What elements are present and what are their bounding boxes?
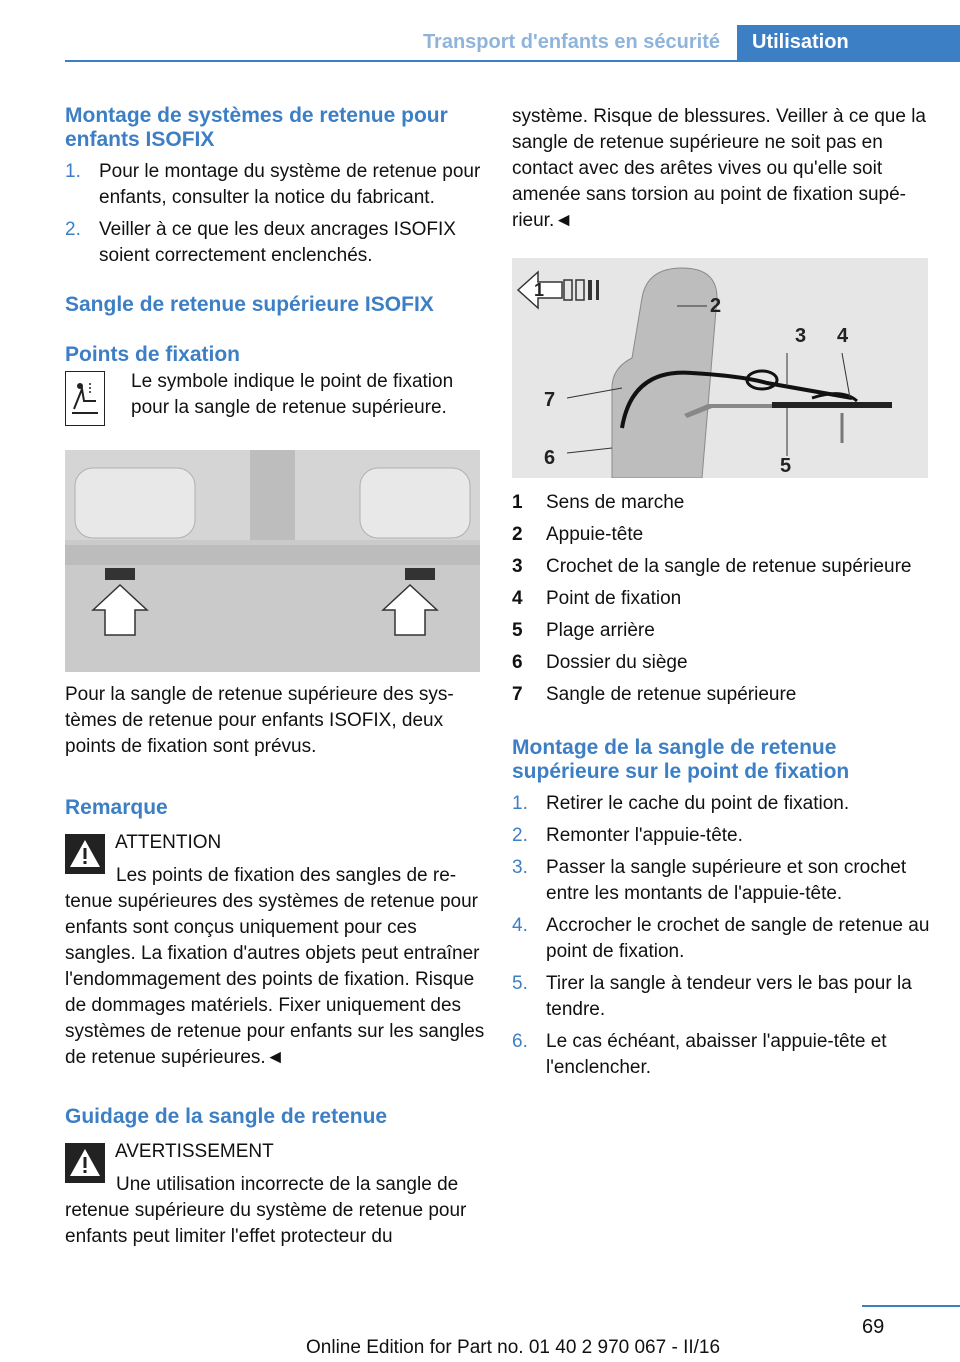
list-item <box>512 855 932 907</box>
step-text: Le cas échéant, abaisser l'appuie-tête et l'enclencher. <box>546 1031 887 1078</box>
diagram-label: 3 <box>795 325 807 347</box>
footer-rule <box>862 1305 960 1307</box>
list-item <box>512 490 932 516</box>
step-text: Pour le montage du système de retenue pour enfants, consulter la notice du fabricant. <box>99 161 481 208</box>
step-number: 3. <box>512 857 528 878</box>
symbol-text: Le symbole indique le point de fixation pour la sangle de retenue supérieure. <box>131 371 454 418</box>
list-item <box>512 913 932 965</box>
isofix-title: Montage de systèmes de retenue pour enfants ISOFIX <box>65 104 448 151</box>
legend-text: Sangle de retenue supérieure <box>546 684 797 705</box>
isofix-steps <box>65 159 485 269</box>
right-column <box>512 104 932 1087</box>
diagram-label: 5 <box>780 455 792 477</box>
step-number: 6. <box>512 1031 528 1052</box>
list-item <box>512 682 932 708</box>
left-column <box>65 104 485 1250</box>
attention-text: Les points de fixation des sangles de retenue supérieures des systèmes de retenue pour enfants sont conçus uniquement pour ces sangles. La fixation d'autres objets peut entraîner l'endommagement des points de fixation. Risque de dommages matériels. Fixer uniquement des systèmes de retenue pour enfants sur les sangles de retenue supérieures.◄ <box>65 865 485 1068</box>
legend-text: Appuie-tête <box>546 524 644 545</box>
step-text: Accrocher le crochet de sangle de retenue au point de fixation. <box>546 915 930 962</box>
legend-number: 6 <box>512 652 523 673</box>
legend-number: 1 <box>512 492 523 513</box>
breadcrumb: Transport d'enfants en sécurité <box>422 31 720 53</box>
isofix-tether-symbol-icon <box>65 371 105 426</box>
step-text: Veiller à ce que les deux ancrages ISOFIX soient correctement enclenchés. <box>99 219 456 266</box>
legend-number: 3 <box>512 556 523 577</box>
legend-text: Crochet de la sangle de retenue supérieure <box>546 556 912 577</box>
warning-text: Une utilisation incorrecte de la sangle de retenue supérieure du système de retenue pour enfants peut limiter l'effet protecteur du <box>65 1174 467 1247</box>
diagram-legend <box>512 490 932 708</box>
legend-number: 7 <box>512 684 523 705</box>
diagram-label: 1 <box>534 280 545 300</box>
step-number: 2. <box>65 219 81 240</box>
warning-triangle-icon <box>65 1143 105 1183</box>
symbol-note <box>65 369 485 426</box>
photo-caption: Pour la sangle de retenue supérieure des systèmes de retenue pour enfants ISOFIX, deux points de fixation sont prévus. <box>65 684 454 757</box>
list-item <box>512 554 932 580</box>
tether-diagram <box>512 258 928 478</box>
attention-label: ATTENTION <box>115 832 222 853</box>
step-text: Passer la sangle supérieure et son crochet entre les montants de l'appuie-tête. <box>546 857 907 904</box>
points-title: Points de fixation <box>65 343 241 366</box>
mount-steps <box>512 791 932 1081</box>
warning-label: AVERTISSEMENT <box>115 1141 274 1162</box>
list-item <box>512 618 932 644</box>
step-number: 2. <box>512 825 528 846</box>
warning-continued-text: système. Risque de blessures. Veiller à ce que la sangle de retenue supérieure ne soit pas en contact avec des arêtes vives ou qu'elle soit amenée sans torsion au point de fixation supérieur.◄ <box>512 106 926 231</box>
header-rule <box>65 60 960 62</box>
diagram-label: 4 <box>837 325 849 347</box>
list-item <box>512 823 932 849</box>
page-number: 69 <box>862 1316 885 1338</box>
page-header <box>0 25 960 63</box>
step-number: 5. <box>512 973 528 994</box>
remark-title: Remarque <box>65 796 168 819</box>
edition-note: Online Edition for Part no. 01 40 2 970 067 - II/16 <box>306 1337 721 1358</box>
step-number: 4. <box>512 915 528 936</box>
step-text: Tirer la sangle à tendeur vers le bas pour la tendre. <box>546 973 912 1020</box>
step-number: 1. <box>65 161 81 182</box>
list-item <box>512 791 932 817</box>
legend-number: 2 <box>512 524 523 545</box>
warning-triangle-icon <box>65 834 105 874</box>
list-item <box>512 971 932 1023</box>
list-item <box>512 522 932 548</box>
legend-number: 4 <box>512 588 523 609</box>
step-number: 1. <box>512 793 528 814</box>
step-text: Remonter l'appuie-tête. <box>546 825 743 846</box>
list-item <box>65 217 485 269</box>
diagram-label: 7 <box>544 389 556 411</box>
section-tab: Utilisation <box>737 25 960 62</box>
legend-text: Dossier du siège <box>546 652 688 673</box>
legend-text: Sens de marche <box>546 492 685 513</box>
legend-number: 5 <box>512 620 523 641</box>
legend-text: Plage arrière <box>546 620 655 641</box>
list-item <box>512 1029 932 1081</box>
mount-title: Montage de la sangle de retenue supérieure sur le point de fixation <box>512 736 850 783</box>
list-item <box>512 650 932 676</box>
guide-title: Guidage de la sangle de retenue <box>65 1105 388 1128</box>
list-item <box>512 586 932 612</box>
diagram-label: 2 <box>710 295 722 317</box>
legend-text: Point de fixation <box>546 588 682 609</box>
tether-title: Sangle de retenue supérieure ISOFIX <box>65 293 434 316</box>
diagram-label: 6 <box>544 447 556 469</box>
list-item <box>65 159 485 211</box>
anchor-points-photo <box>65 450 480 672</box>
step-text: Retirer le cache du point de fixation. <box>546 793 850 814</box>
